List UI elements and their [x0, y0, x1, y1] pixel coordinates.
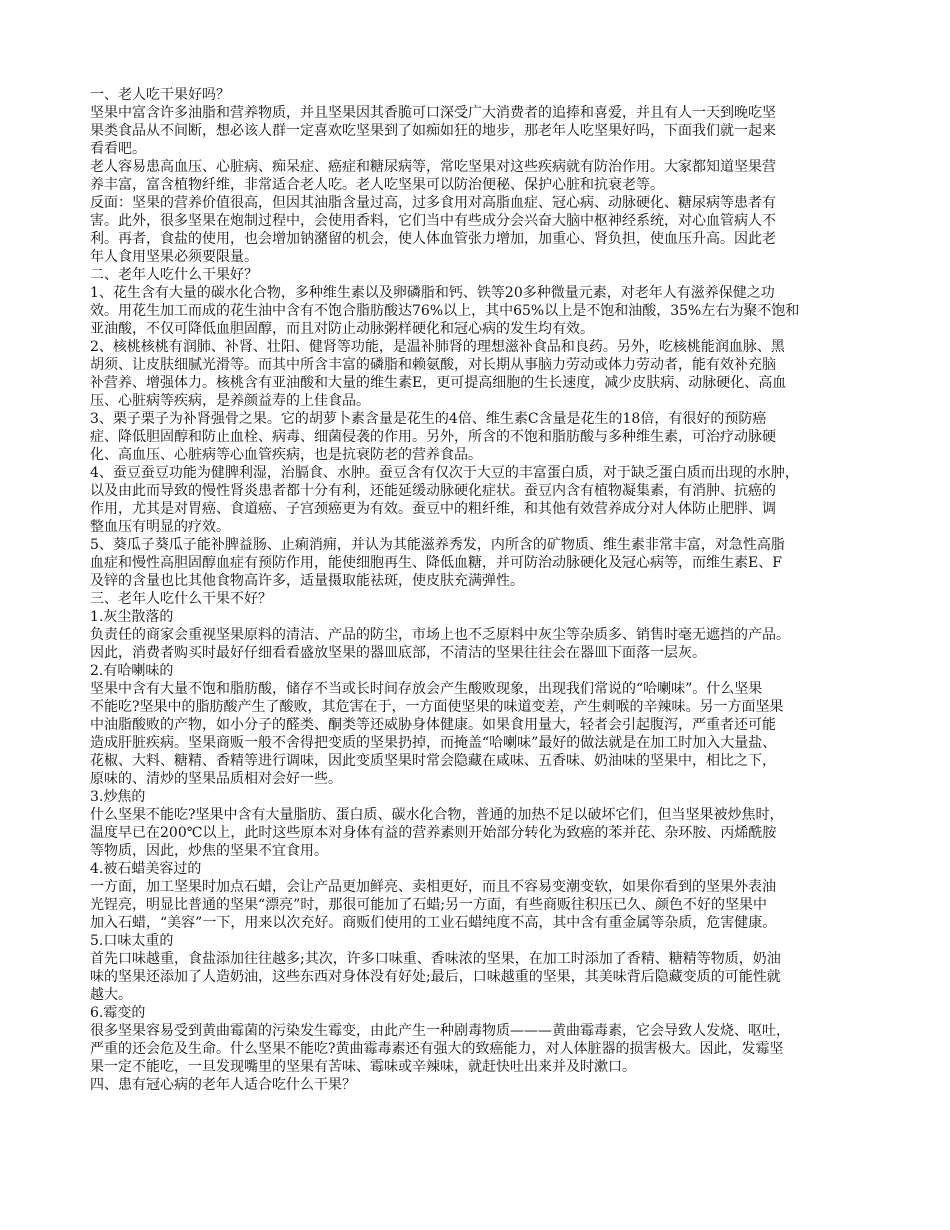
text-line: 坚果中含有大量不饱和脂肪酸，储存不当或长时间存放会产生酸败现象，出现我们常说的“哈喇味”。什么坚果: [90, 681, 763, 697]
text-line: 光锃亮，明显比普通的坚果“漂亮”时，那很可能加了石蜡;另一方面，有些商贩往积压已久、颜色不好的坚果中: [90, 897, 768, 913]
text-line: 造成肝脏疾病。坚果商贩一般不舍得把变质的坚果扔掉，而掩盖“哈喇味”最好的做法就是在加工时加入大量盐、: [90, 735, 777, 751]
text-line: 三、老年人吃什么干果不好？: [90, 591, 272, 607]
text-line: 5.口味太重的: [90, 933, 174, 949]
text-line: 2、核桃核桃有润肺、补肾、壮阳、健肾等功能，是温补肺肾的理想滋补食品和良药。另外，吃核桃能润血脉、黑: [90, 339, 785, 355]
text-line: 压、心脏病等疾病，是养颜益寿的上佳食品。: [90, 393, 370, 409]
text-line: 反面：坚果的营养价值很高，但因其油脂含量过高，过多食用对高脂血症、冠心病、动脉硬化、糖尿病等患者有: [90, 195, 776, 211]
text-line: 严重的还会危及生命。什么坚果不能吃?黄曲霉毒素还有强大的致癌能力，对人体脏器的损害极大。因此，发霉坚: [90, 1041, 784, 1057]
text-line: 利。再者，食盐的使用，也会增加钠潴留的机会，使人体血管张力增加，加重心、肾负担，使血压升高。因此老: [90, 231, 776, 247]
text-line: 4、蚕豆蚕豆功能为健脾利湿，治膈食、水肿。蚕豆含有仅次于大豆的丰富蛋白质，对于缺乏蛋白质而出现的水肿，: [90, 465, 799, 481]
text-line: 3、栗子栗子为补肾强骨之果。它的胡萝卜素含量是花生的4倍、维生素C含量是花生的18倍，有很好的预防癌: [90, 411, 767, 427]
text-line: 四、患有冠心病的老年人适合吃什么干果？: [90, 1077, 356, 1093]
text-line: 花椒、大料、糖精、香精等进行调味，因此变质坚果时常会隐藏在咸味、五香味、奶油味的坚果中，相比之下，: [90, 753, 776, 769]
text-line: 血症和慢性高胆固醇血症有预防作用，能使细胞再生、降低血糖，并可防治动脉硬化及冠心病等，而维生素E、F: [90, 555, 782, 571]
text-line: 6.霉变的: [90, 1005, 146, 1021]
text-line: 作用，尤其是对胃癌、食道癌、子宫颈癌更为有效。蚕豆中的粗纤维，和其他有效营养成分对人体防止肥胖、调: [90, 501, 776, 517]
document-body: [90, 86, 862, 1094]
text-line: 因此，消费者购买时最好仔细看看盛放坚果的器皿底部，不清洁的坚果往往会在器皿下面落一层灰。: [90, 645, 706, 661]
text-line: 果类食品从不间断，想必该人群一定喜欢吃坚果到了如痴如狂的地步，那老年人吃坚果好吗，下面我们就一起来: [90, 123, 776, 139]
text-line: 看看吧。: [90, 141, 146, 157]
text-line: 胡须、让皮肤细腻光滑等。而其中所含丰富的磷脂和赖氨酸，对长期从事脑力劳动或体力劳动者，能有效补充脑: [90, 357, 776, 373]
text-line: 年人食用坚果必须要限量。: [90, 249, 258, 265]
text-line: 二、老年人吃什么干果好？: [90, 267, 258, 283]
text-line: 补营养、增强体力。核桃含有亚油酸和大量的维生素E，更可提高细胞的生长速度，减少皮肤病、动脉硬化、高血: [90, 375, 787, 391]
text-line: 养丰富，富含植物纤维，非常适合老人吃。老人吃坚果可以防治便秘、保护心脏和抗衰老等。: [90, 177, 664, 193]
text-line: 越大。: [90, 987, 132, 1003]
text-line: 5、葵瓜子葵瓜子能补脾益肠、止痢消痈，并认为其能滋养秀发，内所含的矿物质、维生素非常丰富，对急性高脂: [90, 537, 785, 553]
text-line: 首先口味越重，食盐添加往往越多;其次，许多口味重、香味浓的坚果，在加工时添加了香精、糖精等物质，奶油: [90, 951, 781, 967]
text-line: 果一定不能吃，一旦发现嘴里的坚果有苦味、霉味或辛辣味，就赶快吐出来并及时漱口。: [90, 1059, 636, 1075]
text-line: 害。此外，很多坚果在炮制过程中，会使用香料，它们当中有些成分会兴奋大脑中枢神经系统，对心血管病人不: [90, 213, 776, 229]
text-line: 1、花生含有大量的碳水化合物，多种维生素以及卵磷脂和钙、铁等20多种微量元素，对老年人有滋养保健之功: [90, 285, 775, 301]
text-line: 1.灰尘散落的: [90, 609, 174, 625]
text-line: 不能吃?坚果中的脂肪酸产生了酸败，其危害在于，一方面使坚果的味道变差，产生刺喉的辛辣味。另一方面坚果: [90, 699, 784, 715]
text-line: 以及由此而导致的慢性肾炎患者都十分有利，还能延缓动脉硬化症状。蚕豆内含有植物凝集素，有消肿、抗癌的: [90, 483, 776, 499]
text-line: 效。用花生加工而成的花生油中含有不饱合脂肪酸达76%以上，其中65%以上是不饱和油酸，35%左右为聚不饱和: [90, 303, 800, 319]
text-line: 什么坚果不能吃?坚果中含有大量脂肪、蛋白质、碳水化合物，普通的加热不足以破坏它们，但当坚果被炒焦时，: [90, 807, 784, 823]
text-line: 一方面，加工坚果时加点石蜡，会让产品更加鲜亮、卖相更好，而且不容易变潮变软，如果你看到的坚果外表油: [90, 879, 776, 895]
text-line: 整血压有明显的疗效。: [90, 519, 230, 535]
text-line: 亚油酸，不仅可降低血胆固醇，而且对防止动脉粥样硬化和冠心病的发生均有效。: [90, 321, 594, 337]
text-line: 4.被石蜡美容过的: [90, 861, 202, 877]
text-line: 症、降低胆固醇和防止血栓、病毒、细菌侵袭的作用。另外，所含的不饱和脂肪酸与多种维生素，可治疗动脉硬: [90, 429, 776, 445]
text-line: 坚果中富含许多油脂和营养物质，并且坚果因其香脆可口深受广大消费者的追捧和喜爱，并且有人一天到晚吃坚: [90, 105, 776, 121]
text-line: 中油脂酸败的产物，如小分子的醛类、酮类等还威胁身体健康。如果食用量大，轻者会引起腹泻，严重者还可能: [90, 717, 776, 733]
text-line: 化、高血压、心脏病等心血管疾病，也是抗衰防老的营养食品。: [90, 447, 482, 463]
text-line: 及锌的含量也比其他食物高许多，适量摄取能祛斑，使皮肤充满弹性。: [90, 573, 524, 589]
text-line: 加入石蜡，“美容”一下，用来以次充好。商贩们使用的工业石蜡纯度不高，其中含有重金属等杂质，危害健康。: [90, 915, 777, 931]
text-line: 老人容易患高血压、心脏病、痴呆症、癌症和糖尿病等，常吃坚果对这些疾病就有防治作用。大家都知道坚果营: [90, 159, 776, 175]
text-line: 负责任的商家会重视坚果原料的清洁、产品的防尘，市场上也不乏原料中灰尘等杂质多、销售时毫无遮挡的产品。: [90, 627, 790, 643]
text-line: 原味的、清炒的坚果品质相对会好一些。: [90, 771, 342, 787]
text-line: 2.有哈喇味的: [90, 663, 174, 679]
text-line: 3.炒焦的: [90, 789, 146, 805]
text-line: 味的坚果还添加了人造奶油，这些东西对身体没有好处;最后，口味越重的坚果，其美味背后隐藏变质的可能性就: [90, 969, 781, 985]
text-line: 等物质，因此，炒焦的坚果不宜食用。: [90, 843, 328, 859]
text-line: 一、老人吃干果好吗？: [90, 87, 230, 103]
text-line: 很多坚果容易受到黄曲霉菌的污染发生霉变，由此产生一种剧毒物质———黄曲霉毒素，它会导致人发烧、呕吐，: [90, 1023, 790, 1039]
text-line: 温度早已在200℃以上，此时这些原本对身体有益的营养素则开始部分转化为致癌的苯并芘、杂环胺、丙烯酰胺: [90, 825, 777, 841]
